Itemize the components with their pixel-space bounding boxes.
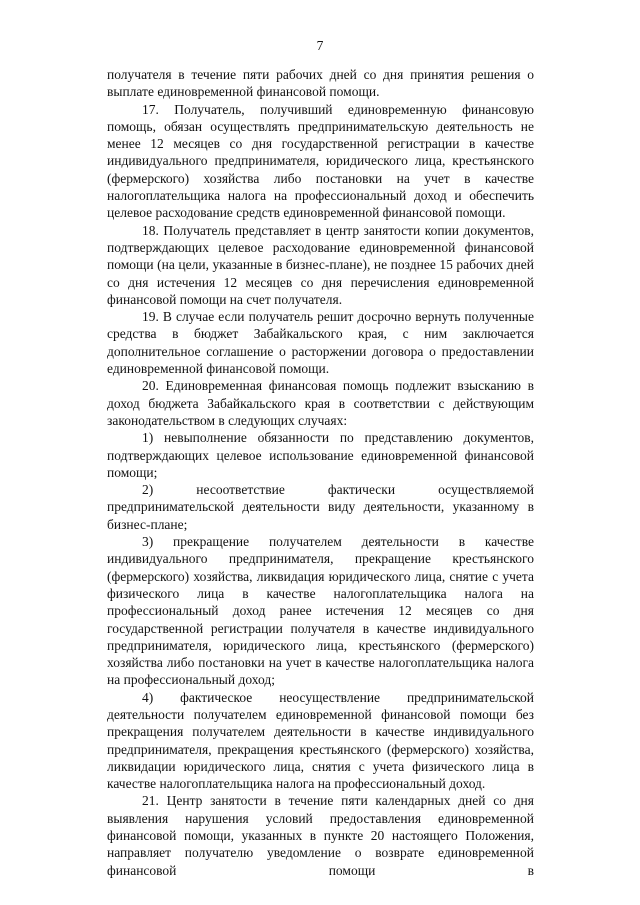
paragraph-20: 20. Единовременная финансовая помощь подлежит взысканию в доход бюджета Забайкальского края в соответствии с действующим законодательством в следующих случаях: <box>107 378 534 428</box>
page-number: 7 <box>316 38 324 53</box>
paragraph-20-item-4: 4) фактическое неосуществление предпринимательской деятельности получателем единовременной финансовой помощи без прекращения получателем деятельности в качестве индивидуального предпринимателя, прекращения крестьянского (фермерского) хозяйства, ликвидации юридического лица, снятия с учета физического лица в качестве налогоплательщика налога на профессиональный доход. <box>107 689 534 792</box>
paragraph-19: 19. В случае если получатель решит досрочно вернуть полученные средства в бюджет Забайкальского края, с ним заключается дополнительное соглашение о расторжении договора о предоставлении единовременной финансовой помощи. <box>107 309 534 377</box>
paragraph-20-item-1: 1) невыполнение обязанности по представлению документов, подтверждающих целевое использование единовременной финансовой помощи; <box>107 430 534 480</box>
document-body <box>107 66 534 879</box>
paragraph-18: 18. Получатель представляет в центр занятости копии документов, подтверждающих целевое расходование единовременной финансовой помощи (на цели, указанные в бизнес-плане), не позднее 15 рабочих дней со дня истечения 12 месяцев со дня перечисления единовременной финансовой помощи на счет получателя. <box>107 222 534 307</box>
paragraph-17: 17. Получатель, получивший единовременную финансовую помощь, обязан осуществлять предпринимательскую деятельность не менее 12 месяцев со дня государственной регистрации в качестве индивидуального предпринимателя, юридического лица, крестьянского (фермерского) хозяйства либо постановки на учет в качестве налогоплательщика налога на профессиональный доход и обеспечить целевое расходование средств единовременной финансовой помощи. <box>107 101 534 221</box>
paragraph-21: 21. Центр занятости в течение пяти календарных дней со дня выявления нарушения условий предоставления единовременной финансовой помощи, указанных в пункте 20 настоящего Положения, направляет получателю уведомление о возврате единовременной финансовой помощи в <box>107 793 534 878</box>
paragraph-20-item-2: 2) несоответствие фактически осуществляемой предпринимательской деятельности виду деятельности, указанному в бизнес-плане; <box>107 482 534 532</box>
paragraph-20-item-3: 3) прекращение получателем деятельности в качестве индивидуального предпринимателя, прекращение крестьянского (фермерского) хозяйства, ликвидация юридического лица, снятие с учета физического лица в качестве налогоплательщика налога на профессиональный доход ранее истечения 12 месяцев со дня государственной регистрации получателя в качестве индивидуального предпринимателя, юридического лица, крестьянского (фермерского) хозяйства либо постановки на учет в качестве налогоплательщика налога на профессиональный доход; <box>107 534 534 688</box>
paragraph-continuation: получателя в течение пяти рабочих дней со дня принятия решения о выплате единовременной финансовой помощи. <box>107 67 534 100</box>
